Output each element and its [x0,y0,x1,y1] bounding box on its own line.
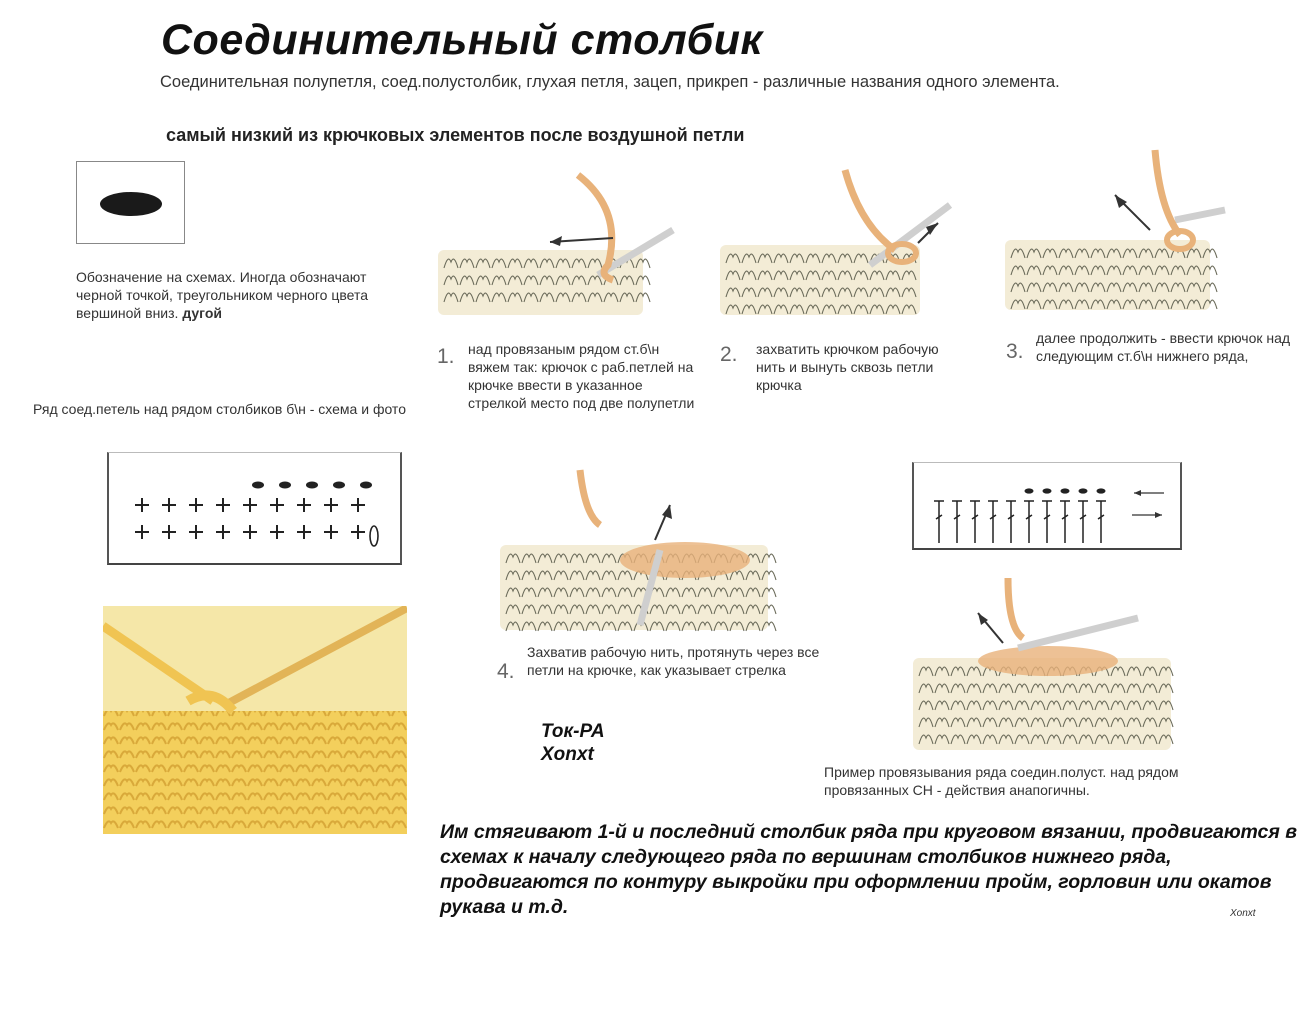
step3-number: 3. [1006,340,1024,363]
signature-line-2: Xonxt [541,744,594,765]
sc-symbol-icon [162,525,176,539]
arrow-left-icon [1134,490,1141,496]
yarn-icon [1008,578,1023,638]
sc-symbol-icon [297,525,311,539]
chain-symbol-icon [370,526,378,546]
sc-symbol-icon [324,525,338,539]
yarn-icon [845,170,895,250]
dc-schema-symbols [914,463,1184,551]
sc-symbol-icon [270,525,284,539]
step1-text: над провязаным рядом ст.б\н вяжем так: крючок с раб.петлей на крючке ввести в указанное стрелкой место под две полупетли [468,341,695,411]
signature-line-1: Ток-РА [541,721,605,742]
step2-number: 2. [720,343,738,366]
yarn-icon [580,470,600,525]
dc-symbol-icon [952,501,962,543]
oval-symbol-icon [100,192,162,216]
slip-stitch-icon [1061,488,1070,493]
yarn-photo-drawing [103,606,407,834]
arrow-right-icon [1155,512,1162,518]
sc-symbol-icon [243,525,257,539]
row-schema [107,452,402,565]
symbol-note [76,268,406,322]
dc-symbol-icon [1078,501,1088,543]
sc-symbol-icon [216,498,230,512]
sc-symbol-icon [216,525,230,539]
step2-illustration [720,165,930,320]
lead-text: самый низкий из крючковых элементов после воздушной петли [166,125,745,145]
hook-icon [1018,618,1138,648]
slip-stitch-icon [360,482,372,489]
example-illustration [908,578,1173,753]
sc-symbol-icon [351,525,365,539]
slip-stitch-icon [306,482,318,489]
dc-symbol-icon [1096,501,1106,543]
sc-symbol-icon [135,498,149,512]
slip-stitch-icon [1079,488,1088,493]
sc-symbol-icon [270,498,284,512]
bottom-text: Им стягивают 1-й и последний столбик ряда при круговом вязании, продвигаются в схемах к началу следующего ряда по вершинам столбиков нижнего ряда, продвигаются по контуру выкройки при оформлении пройм, горловин или окатов рукава и т.д. [440,821,1298,918]
step3-text: далее продолжить - ввести крючок над следующим ст.б\н нижнего ряда, [1036,330,1291,364]
dc-symbol-icon [1006,501,1016,543]
step2-text: захватить крючком рабочую нить и вынуть сквозь петли крючка [756,341,939,393]
step4-text: Захватив рабочую нить, протянуть через все петли на крючке, как указывает стрелка [527,644,820,678]
dc-symbol-icon [988,501,998,543]
step4-illustration [500,465,780,640]
yarn-photo [103,606,407,834]
page-title: Соединительный столбик [161,16,763,64]
dc-symbol-icon [934,501,944,543]
symbol-box [76,161,185,244]
slip-stitch-icon [333,482,345,489]
symbol-note-bold: дугой [182,305,222,321]
row-caption: Ряд соед.петель над рядом столбиков б\н - схема и фото [33,401,406,417]
dc-symbol-icon [970,501,980,543]
dc-symbol-icon [1060,501,1070,543]
symbol-note-text: Обозначение на схемах. Иногда обозначают черной точкой, треугольником черного цвета вершиной вниз. [76,269,369,321]
sc-symbol-icon [189,498,203,512]
sc-symbol-icon [135,525,149,539]
slip-stitch-icon [279,482,291,489]
step1-number: 1. [437,345,455,368]
dc-schema [912,462,1182,550]
sc-symbol-icon [297,498,311,512]
sc-symbol-icon [351,498,365,512]
sc-symbol-icon [324,498,338,512]
sc-symbol-icon [162,498,176,512]
hook-icon [1175,210,1225,220]
subtitle: Соединительная полупетля, соед.полустолбик, глухая петля, зацеп, прикреп - различные названия одного элемента. [160,73,1060,91]
dc-symbol-icon [1024,501,1034,543]
slip-stitch-icon [1097,488,1106,493]
slip-stitch-icon [252,482,264,489]
step3-illustration [1005,150,1220,320]
sc-symbol-icon [243,498,257,512]
step4-number: 4. [497,660,515,683]
slip-stitch-icon [1025,488,1034,493]
sc-symbol-icon [189,525,203,539]
schema-symbols [109,453,404,566]
watermark: Xonxt [1230,908,1256,919]
slip-stitch-icon [1043,488,1052,493]
dc-symbol-icon [1042,501,1052,543]
example-caption: Пример провязывания ряда соедин.полуст. над рядом провязанных СН - действия анапогичны. [824,764,1179,798]
step1-illustration [438,170,648,320]
